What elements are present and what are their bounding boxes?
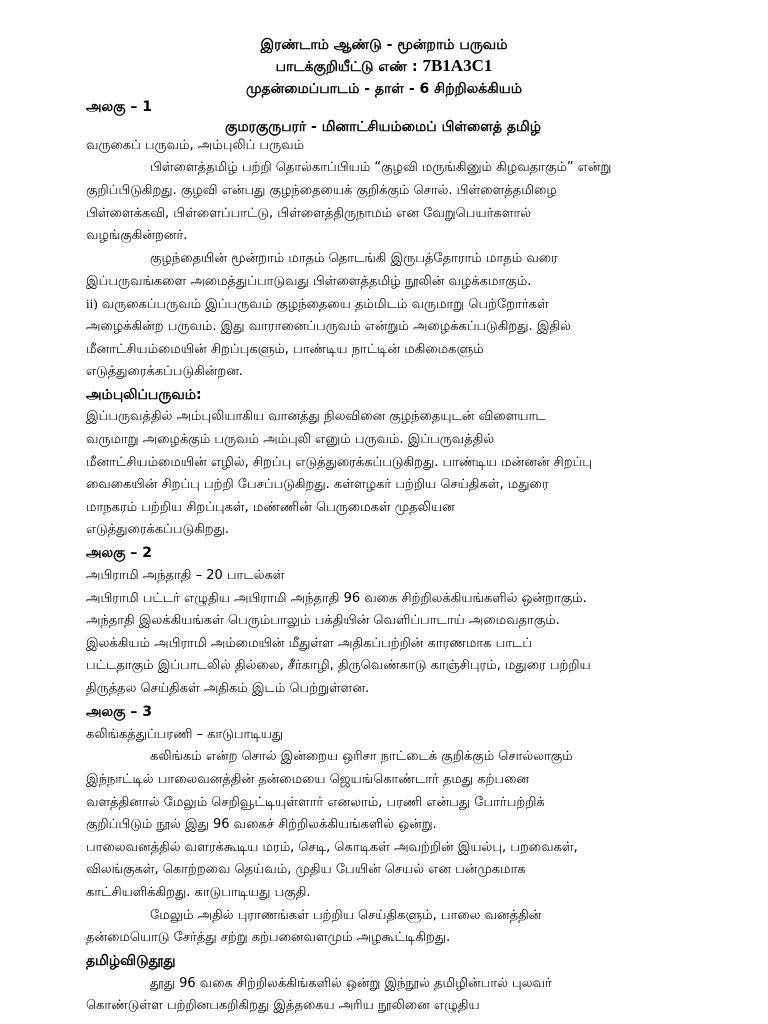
unit1-para3-line: அழைக்கின்ற பருவம். இது வாரானைப்பருவம் என்றும் அழைக்கப்படுகிறது. இதில்	[86, 319, 571, 334]
thoothu-line: கொண்டுள்ள பற்றினபகறிகிறது இத்தகைய அரிய நூலினை எழுதிய	[86, 998, 480, 1013]
unit3-para1-line: காட்சியளிக்கிறது. காடுபாடியது பகுதி.	[86, 885, 311, 900]
course-code: 7B1A3C1	[422, 56, 493, 75]
unit3-para2-line: மேலும் அதில் புராணங்கள் பற்றிய செய்திகளும், பாலை வனத்தின்	[150, 908, 542, 923]
unit2-heading: அலகு – 2	[86, 545, 153, 561]
unit3-subtitle: கலிங்கத்துப்பரணி – காடுபாடியது	[86, 727, 284, 742]
unit1-heading: அலகு – 1	[86, 99, 153, 115]
unit1-para3-line: எடுத்துரைக்கப்படுகின்றன.	[86, 364, 243, 379]
unit2-line: அந்தாதி இலக்கியங்கள் பெரும்பாலும் பக்தியின் வெளிப்பாடாய் அமைவதாகும்.	[86, 613, 560, 628]
unit2-line: இலக்கியம் அபிராமி அம்மையின் மீதுள்ள அதிகப்பற்றின் காரணமாக பாடப்	[86, 636, 533, 651]
list-marker: ii)	[86, 296, 98, 311]
header-paper-title: முதன்மைப்பாடம் - தாள் - 6 சிற்றிலக்கியம்	[246, 81, 522, 97]
unit3-heading: அலகு – 3	[86, 704, 153, 720]
unit3-para2-line: தன்மையொடு சேர்த்து சற்று கற்பனைவளமும் அழகூட்டிகிறது.	[86, 930, 451, 945]
ambuli-line: இப்பருவத்தில் அம்புலியாகிய வானத்து நிலவினை குழந்தையுடன் விளையாட	[86, 409, 546, 424]
unit3-para1-line: வளத்தினால் மேலும் செறிவூட்டியுள்ளார் எனலாம், பரணி என்பது போர்பற்றிக்	[86, 795, 545, 810]
unit3-para1-line: விலங்குகள், கொற்றவை தெய்வம், முதிய பேயின் செயல் என பன்முகமாக	[86, 862, 526, 877]
unit1-para1-line: பிள்ளைக்கவி, பிள்ளைப்பாட்டு, பிள்ளைத்திருநாமம் என வேறுபெயர்களால்	[86, 206, 532, 221]
unit3-para1-line: கலிங்கம் என்ற சொல் இன்றைய ஒரிசா நாட்டைக் குறிக்கும் சொல்லாகும்	[150, 749, 573, 764]
unit1-para2-line: குழந்தையின் மூன்றாம் மாதம் தொடங்கி இருபத்தோராம் மாதம் வரை	[150, 251, 558, 266]
course-code-label: பாடக்குறியீட்டு எண் :	[275, 59, 418, 75]
unit3-para1-line: இந்நாட்டில் பாலைவனத்தின் தன்மையை ஜெயங்கொண்டார் தமது கற்பனை	[86, 772, 530, 787]
ambuli-heading: அம்புலிப்பருவம்:	[86, 387, 202, 403]
thoothu-heading: தமிழ்விடுதூது	[86, 953, 176, 969]
unit1-subtitle: குமரகுருபரர் - மினாட்சியம்மைப் பிள்ளைத் தமிழ்	[225, 119, 542, 135]
ambuli-line: மாநகரம் பற்றிய சிறப்புகள், மண்ணின் பெருமைகள் முதலியன	[86, 500, 455, 515]
ambuli-line: எடுத்துரைக்கப்படுகிறது.	[86, 522, 229, 537]
unit1-para1-line: குறிப்பிடுகிறது. குழவி என்பது குழந்தையைக் குறிக்கும் சொல். பிள்ளைத்தமிழை	[86, 183, 557, 198]
ambuli-line: வருமாறு அழைக்கும் பருவம் அம்புலி எனும் பருவம். இப்பருவத்தில்	[86, 432, 495, 447]
unit2-subtitle: அபிராமி அந்தாதி – 20 பாடல்கள்	[86, 568, 285, 583]
header-year-term: இரண்டாம் ஆண்டு - மூன்றாம் பருவம்	[260, 37, 508, 53]
unit3-para1-line: பாலைவனத்தில் வளரக்கூடிய மரம், செடி, கொடிகள் அவற்றின் இயல்பு, பறவைகள்,	[86, 840, 578, 855]
unit1-para3-first-line	[86, 295, 549, 314]
header-course-code-line	[0, 57, 768, 76]
unit2-line: திருத்தல செய்திகள் அதிகம் இடம் பெற்றுள்ளன.	[86, 681, 370, 696]
unit2-line: அபிராமி பட்டர் எழுதிய அபிராமி அந்தாதி 96 வகை சிற்றிலக்கியங்களில் ஒன்றாகும்.	[86, 591, 587, 606]
ambuli-line: வைகையின் சிறப்பு பற்றி பேசப்படுகிறது. கள்ளழகர் பற்றிய செய்திகள், மதுரை	[86, 477, 549, 492]
thoothu-line: தூது 96 வகை சிற்றிலக்கிங்களில் ஒன்று இந்நூல் தமிழின்பால் புலவர்	[150, 976, 552, 991]
unit1-para1-line: வழங்குகின்றனர்.	[86, 228, 188, 243]
unit1-para2-line: இப்பருவங்களை அமைத்துப்பாடுவது பிள்ளைத்தமிழ் நூலின் வழக்கமாகும்.	[86, 274, 532, 289]
ambuli-line: மீனாட்சியம்மையின் எழில், சிறப்பு எடுத்துரைக்கப்படுகிறது. பாண்டிய மன்னன் சிறப்பு	[86, 455, 592, 470]
unit1-para3-line: மீனாட்சியம்மையின் சிறப்புகளும், பாண்டிய நாட்டின் மகிமைகளும்	[86, 342, 484, 357]
unit1-para3-text: வருகைப்பருவம் இப்பருவம் குழந்தையை தம்மிடம் வருமாறு பெற்றோர்கள்	[101, 297, 549, 312]
unit3-para1-line: குறிப்பிடும் நூல் இது 96 வகைச் சிற்றிலக்கியங்களில் ஒன்று.	[86, 817, 437, 832]
unit1-topics: வருகைப் பருவம், அம்புலிப் பருவம்	[86, 138, 305, 153]
unit1-para1-line: பிள்ளைத்தமிழ் பற்றி தொல்காப்பியம் “குழவி மருங்கினும் கிழவதாகும்” என்று	[150, 160, 612, 175]
unit2-line: பட்டதாகும் இப்பாடலில் தில்லை, சீர்காழி, திருவெண்காடு காஞ்சிபுரம், மதுரை பற்றிய	[86, 658, 591, 673]
